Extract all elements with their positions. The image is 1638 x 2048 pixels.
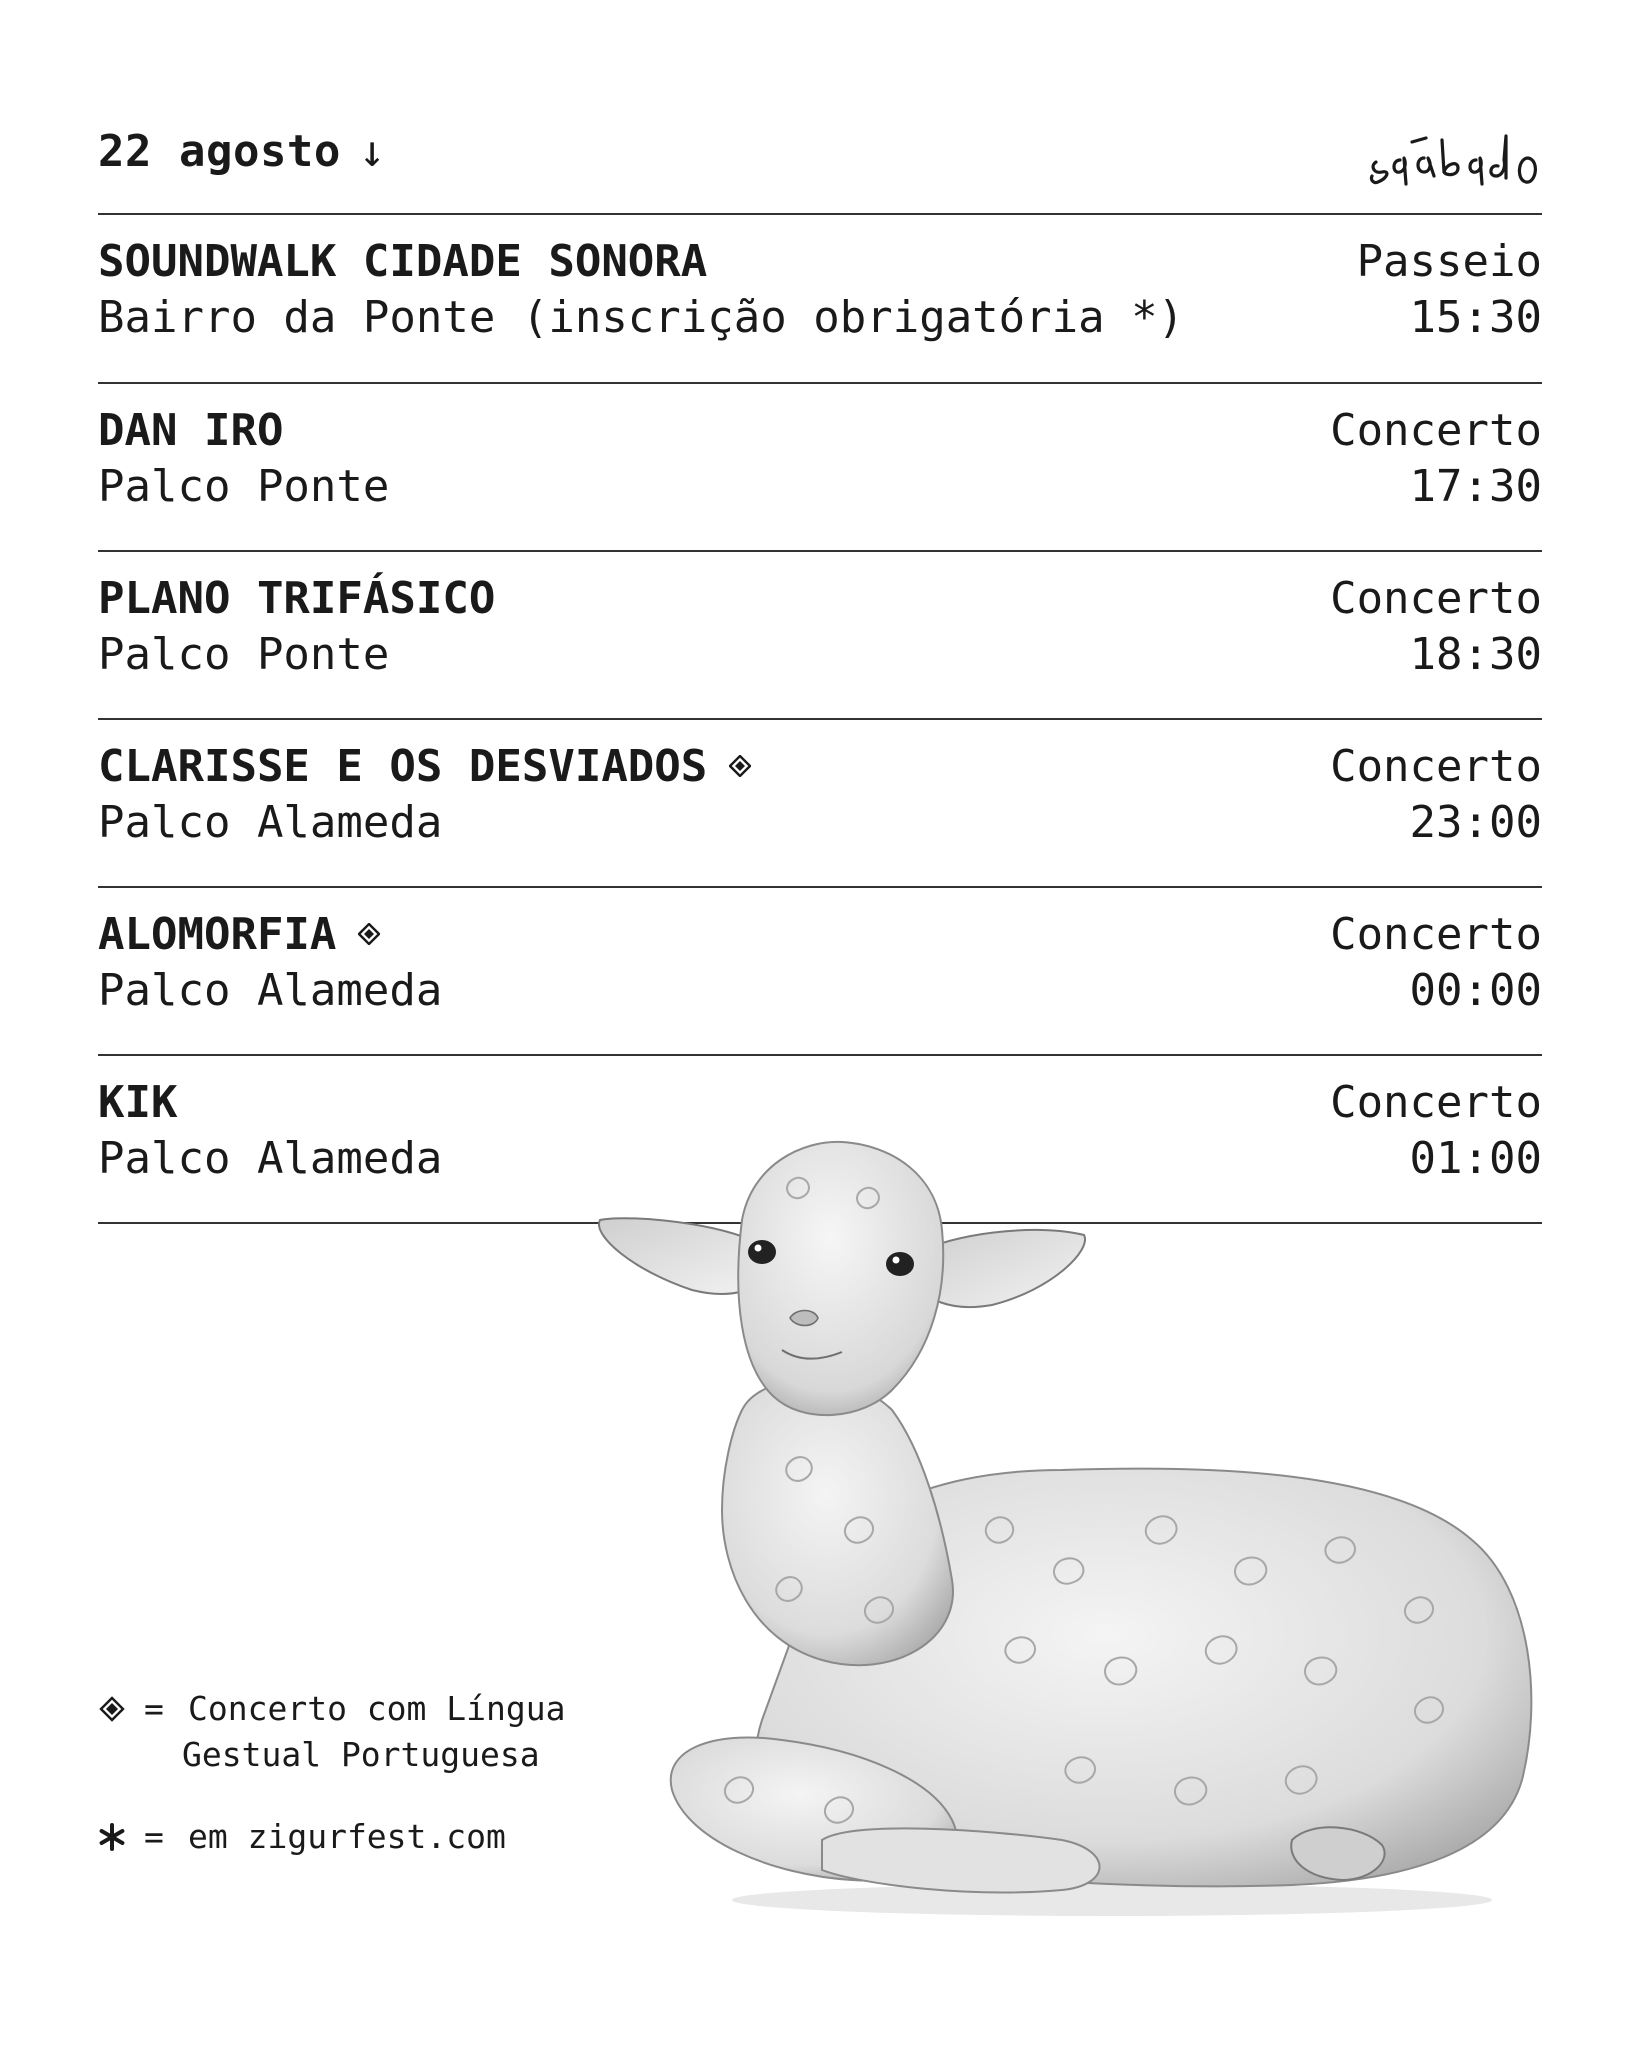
diamond-sign-icon [98,1686,130,1732]
event-type: Concerto [1330,1077,1542,1128]
legend-lgp-line1: Concerto com Língua [188,1689,566,1728]
event-venue: Bairro da Ponte (inscrição obrigatória *) [98,292,1185,343]
legend-spacer [98,1778,658,1814]
header [98,118,1542,202]
diamond-sign-icon [358,923,380,945]
asterisk-icon [98,1814,130,1860]
legend-asterisk-text: em zigurfest.com [188,1817,506,1856]
event-venue: Palco Alameda [98,1133,443,1184]
event-time: 17:30 [1409,461,1542,512]
event-row [98,719,1542,847]
event-row [98,887,1542,1015]
date-label: 22 agosto [98,126,341,177]
event-name: DAN IRO [98,405,284,456]
event-venue: Palco Alameda [98,797,443,848]
weekday-script-icon [1366,122,1542,196]
event-name: KIK [98,1077,178,1128]
event-name: ALOMORFIA [98,909,337,960]
legend-row-lgp [98,1686,658,1732]
event-venue: Palco Ponte [98,629,390,680]
event-name: SOUNDWALK CIDADE SONORA [98,236,708,287]
equals-sign: = [144,1689,164,1728]
event-row [98,551,1542,679]
legend-row-lgp-cont [98,1732,658,1778]
event-type: Concerto [1330,405,1542,456]
legend-lgp-line2: Gestual Portuguesa [182,1735,540,1774]
event-type: Concerto [1330,909,1542,960]
event-type: Concerto [1330,573,1542,624]
legend-row-asterisk [98,1814,658,1860]
weekday-handwritten [1366,122,1542,196]
lamb-figurine-icon [592,1140,1552,1920]
event-name-wrapper [98,741,751,792]
event-time: 18:30 [1409,629,1542,680]
event-name-wrapper [98,909,380,960]
event-type: Concerto [1330,741,1542,792]
event-time: 00:00 [1409,965,1542,1016]
event-time: 01:00 [1409,1133,1542,1184]
arrow-down-icon: ↓ [358,126,386,177]
legend [98,1686,658,1860]
equals-sign: = [144,1817,164,1856]
event-venue: Palco Ponte [98,461,390,512]
date-heading [98,126,386,177]
event-time: 23:00 [1409,797,1542,848]
event-name: CLARISSE E OS DESVIADOS [98,741,708,792]
event-time: 15:30 [1409,292,1542,343]
event-type: Passeio [1356,236,1542,287]
event-row [98,214,1542,342]
diamond-sign-icon [729,755,751,777]
event-row [98,383,1542,511]
event-venue: Palco Alameda [98,965,443,1016]
event-name: PLANO TRIFÁSICO [98,573,496,624]
